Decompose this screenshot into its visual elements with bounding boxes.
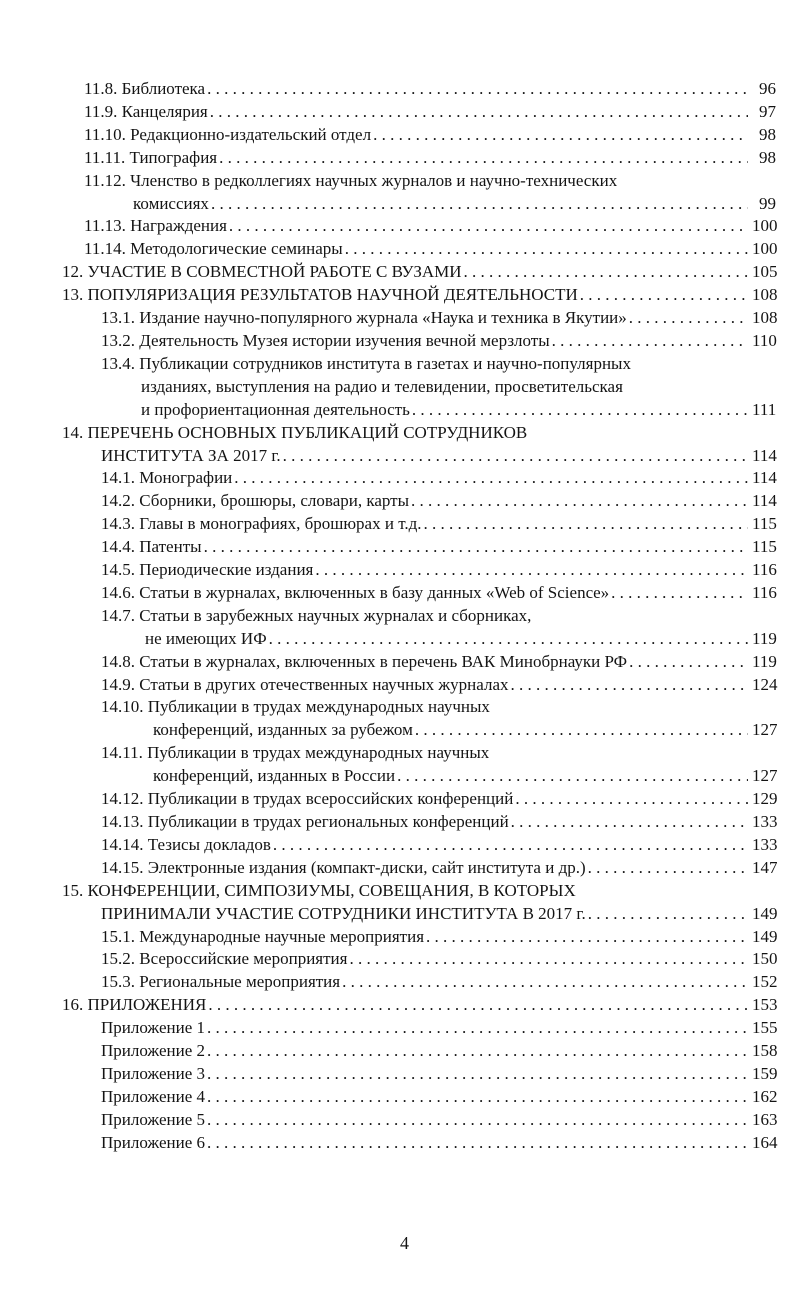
toc-entry-title: Награждения [130,216,227,236]
toc-entry-number: 14.3. [101,514,140,534]
toc-entry [0,1109,809,1132]
toc-page-number: 114 [752,445,777,465]
toc-page-number: 98 [759,124,776,144]
toc-page-number: 116 [752,560,777,580]
toc-page-number: 97 [759,101,776,121]
toc-page-number: 111 [752,399,777,419]
toc-page-number: 110 [752,330,777,350]
toc-page-number: 158 [752,1041,778,1061]
toc-entry-number: 11.9. [84,101,122,121]
toc-leader-dots [207,1063,748,1086]
toc-entry [0,422,809,445]
toc-entry [0,513,809,536]
toc-entry-title: Статьи в журналах, включенных в базу данных «Web of Science» [139,582,610,602]
toc-entry-continuation [0,399,809,422]
toc-leader-dots [464,261,748,284]
toc-entry [0,101,809,124]
toc-entry [0,994,809,1017]
toc-entry-title: Приложение 6 [101,1132,205,1152]
toc-page-number: 159 [752,1063,778,1083]
toc-entry-number: 14.4. [101,537,140,557]
toc-entry [0,147,809,170]
toc-leader-dots [511,811,748,834]
toc-entry-title: Публикации в трудах региональных конференций [147,812,509,831]
toc-page-number: 150 [752,949,778,969]
toc-leader-dots [208,994,748,1017]
toc-entry [0,1017,809,1040]
toc-entry-title: Электронные издания (компакт-диски, сайт института и др.) [147,857,586,877]
toc-leader-dots [229,215,748,238]
toc-page-number: 152 [752,972,778,992]
toc-entry-title-cont: конференций, изданных в России [153,766,396,786]
toc-leader-dots [273,834,748,857]
toc-entry-number: 11.14. [84,239,131,259]
toc-entry-number: 14.6. [101,582,140,602]
toc-leader-dots [219,147,748,170]
toc-leader-dots [629,651,748,674]
toc-entry [0,353,809,376]
toc-entry-title: Патенты [139,537,202,557]
toc-entry-title: ПРИЛОЖЕНИЯ [87,995,207,1015]
toc-leader-dots [611,582,748,605]
toc-page-number: 127 [752,720,778,740]
toc-page-number: 163 [752,1109,778,1129]
toc-entry-number: 15.3. [101,972,140,992]
toc-entry [0,261,809,284]
toc-page-number: 105 [752,262,778,282]
toc-leader-dots [415,719,748,742]
toc-entry-continuation [0,628,809,651]
toc-entry-number: 14.1. [101,468,140,488]
toc-page-number: 100 [752,216,778,236]
toc-entry-number: 14.5. [101,560,140,580]
toc-entry [0,170,809,193]
toc-page-number: 114 [752,468,777,488]
toc-entry-number: 14.10. [101,697,148,717]
toc-entry-number: 14.12. [101,789,148,809]
toc-entry-number: 13.1. [101,308,140,328]
toc-page-number: 155 [752,1018,778,1038]
toc-leader-dots [234,467,748,490]
toc-entry-title: Типография [129,147,218,167]
toc-entry [0,788,809,811]
toc-entry-number: 16. [62,995,88,1015]
toc-entry-number: 15. [62,880,88,900]
toc-leader-dots [269,628,748,651]
toc-entry-number: 15.1. [101,926,140,946]
toc-entry-title-cont: ПРИНИМАЛИ УЧАСТИЕ СОТРУДНИКИ ИНСТИТУТА В 2017 г. [101,903,586,923]
toc-entry-continuation [0,903,809,926]
toc-entry-title: Библиотека [121,79,206,98]
toc-leader-dots [207,1017,748,1040]
toc-entry-title-cont: и профориентационная деятельность [141,399,410,419]
toc-entry [0,582,809,605]
toc-page-number: 133 [752,834,778,854]
toc-leader-dots [397,765,748,788]
toc-page-number: 108 [752,285,778,305]
toc-entry-title-cont: ИНСТИТУТА ЗА 2017 г. [101,445,281,465]
toc-page-number: 153 [752,995,778,1015]
toc-entry-title: Публикации в трудах международных научных [147,743,490,763]
toc-page-number: 99 [759,193,776,213]
toc-entry-title: Членство в редколлегиях научных журналов и научно-технических [130,170,618,190]
toc-entry-title: Приложение 1 [101,1018,205,1038]
toc-entry [0,880,809,903]
toc-entry-title: КОНФЕРЕНЦИИ, СИМПОЗИУМЫ, СОВЕЩАНИЯ, В КОТОРЫХ [87,880,576,900]
toc-entry-number: 14.13. [101,812,148,831]
toc-entry-title: Методологические семинары [130,239,343,259]
toc-entry-title-cont: не имеющих ИФ [145,628,267,648]
toc-page-number: 96 [759,79,776,98]
toc-page-number: 100 [752,239,778,259]
toc-entry-title: Международные научные мероприятия [139,926,425,946]
toc-entry-number: 13.2. [101,330,140,350]
toc-page-number: 149 [752,926,778,946]
toc-entry [0,490,809,513]
toc-entry [0,948,809,971]
toc-entry-number: 13.4. [101,353,140,373]
toc-page-number: 116 [752,582,777,602]
toc-leader-dots [207,1040,748,1063]
toc-entry [0,926,809,949]
toc-entry-number: 14.7. [101,605,140,625]
toc-page-number: 149 [752,903,778,923]
toc-entry [0,78,809,101]
toc-leader-dots [515,788,748,811]
toc-entry-number: 12. [62,262,88,282]
toc-leader-dots [211,193,748,216]
toc-entry [0,467,809,490]
toc-entry-title: Тезисы докладов [147,834,271,854]
toc-leader-dots [411,490,748,513]
toc-entry-number: 14. [62,422,88,442]
toc-leader-dots [349,948,748,971]
toc-entry [0,811,809,834]
toc-entry-title: Сборники, брошюры, словари, карты [139,491,410,511]
toc-entry [0,536,809,559]
toc-entry [0,330,809,353]
toc-entry-title: Главы в монографиях, брошюрах и т.д. [139,514,422,534]
toc-leader-dots [552,330,748,353]
toc-page-number: 147 [752,857,778,877]
toc-leader-dots [580,284,748,307]
toc-page-number: 115 [752,537,777,557]
toc-leader-dots [412,399,748,422]
toc-entry-number: 14.15. [101,857,148,877]
toc-leader-dots [588,857,748,880]
toc-entry-continuation [0,445,809,468]
toc-entry-title: Издание научно-популярного журнала «Наука и техника в Якутии» [139,308,627,328]
page-number: 4 [400,1233,409,1253]
toc-entry-continuation [0,193,809,216]
toc-entry-number: 13. [62,285,88,305]
toc-page-number: 108 [752,308,778,328]
toc-page-number: 124 [752,674,778,694]
toc-entry-title: Редакционно-издательский отдел [130,124,372,144]
toc-entry-continuation [0,765,809,788]
toc-leader-dots [283,445,748,468]
toc-entry [0,696,809,719]
toc-entry-number: 14.9. [101,674,140,694]
toc-leader-dots [629,307,748,330]
toc-entry-title: Приложение 2 [101,1041,205,1061]
toc-page-number: 133 [752,812,778,831]
toc-leader-dots [426,926,748,949]
toc-entry [0,742,809,765]
table-of-contents [0,78,809,1155]
toc-entry [0,559,809,582]
toc-entry-title: Публикации сотрудников института в газетах и научно-популярных [139,353,631,373]
toc-entry-title: ПЕРЕЧЕНЬ ОСНОВНЫХ ПУБЛИКАЦИЙ СОТРУДНИКОВ [87,422,528,442]
toc-entry-title: Приложение 3 [101,1063,205,1083]
toc-entry-title: Публикации в трудах международных научных [147,697,490,717]
toc-entry-title-cont: конференций, изданных за рубежом [153,720,413,740]
toc-entry-title: Периодические издания [139,560,314,580]
toc-entry-title: Статьи в журналах, включенных в перечень ВАК Минобрнауки РФ [139,651,628,671]
toc-leader-dots [345,238,748,261]
toc-entry [0,215,809,238]
toc-entry-number: 14.14. [101,834,148,854]
toc-leader-dots [373,124,748,147]
toc-entry-title: Канцелярия [121,101,208,121]
toc-leader-dots [207,1132,748,1155]
toc-entry [0,307,809,330]
toc-entry [0,834,809,857]
toc-page-number: 119 [752,651,777,671]
toc-entry [0,1040,809,1063]
toc-entry-number: 11.10. [84,124,131,144]
toc-entry [0,857,809,880]
toc-page-number: 127 [752,766,778,786]
toc-entry-number: 14.8. [101,651,140,671]
toc-leader-dots [210,101,748,124]
toc-entry-number: 11.13. [84,216,131,236]
toc-page-number: 162 [752,1086,778,1106]
toc-leader-dots [342,971,748,994]
toc-entry-title: ПОПУЛЯРИЗАЦИЯ РЕЗУЛЬТАТОВ НАУЧНОЙ ДЕЯТЕЛЬНОСТИ [87,285,578,305]
toc-entry-title: Приложение 5 [101,1109,205,1129]
toc-entry-title: Монографии [139,468,233,488]
toc-leader-dots [315,559,748,582]
toc-entry [0,1132,809,1155]
toc-entry [0,651,809,674]
toc-entry-title: Деятельность Музея истории изучения вечной мерзлоты [139,330,550,350]
toc-leader-dots [511,674,749,697]
toc-entry-title: Региональные мероприятия [139,972,341,992]
toc-entry [0,1063,809,1086]
toc-leader-dots [207,1109,748,1132]
toc-page-number: 164 [752,1132,778,1152]
toc-entry-title: Статьи в других отечественных научных журналах [139,674,509,694]
toc-entry-continuation: изданиях, выступления на радио и телевидении, просветительская [141,376,623,396]
toc-page-number: 115 [752,514,777,534]
toc-leader-dots [204,536,748,559]
toc-page-number: 129 [752,789,778,809]
toc-entry-title: Приложение 4 [101,1086,205,1106]
toc-entry-number: 11.11. [84,147,130,167]
toc-page-number: 98 [759,147,776,167]
toc-leader-dots [207,1086,748,1109]
toc-leader-dots [207,78,748,101]
toc-leader-dots [424,513,749,536]
toc-entry-continuation [0,719,809,742]
toc-entry [0,605,809,628]
toc-entry-title: Статьи в зарубежных научных журналах и сборниках, [139,605,532,625]
toc-entry-title-cont: комиссиях [133,193,209,213]
toc-entry-title: Публикации в трудах всероссийских конференций [147,789,514,809]
toc-entry-title: УЧАСТИЕ В СОВМЕСТНОЙ РАБОТЕ С ВУЗАМИ [87,262,462,282]
toc-entry [0,284,809,307]
toc-entry-number: 14.2. [101,491,140,511]
toc-entry-number: 11.12. [84,170,131,190]
toc-page-number: 119 [752,628,777,648]
toc-page-number: 114 [752,491,777,511]
toc-leader-dots [588,903,748,926]
toc-entry [0,971,809,994]
toc-entry-number: 15.2. [101,949,140,969]
toc-entry [0,1086,809,1109]
toc-entry-number: 11.8. [84,79,122,98]
toc-entry [0,674,809,697]
toc-entry [0,238,809,261]
toc-entry [0,124,809,147]
toc-entry-number: 14.11. [101,743,148,763]
toc-entry-title: Всероссийские мероприятия [139,949,348,969]
